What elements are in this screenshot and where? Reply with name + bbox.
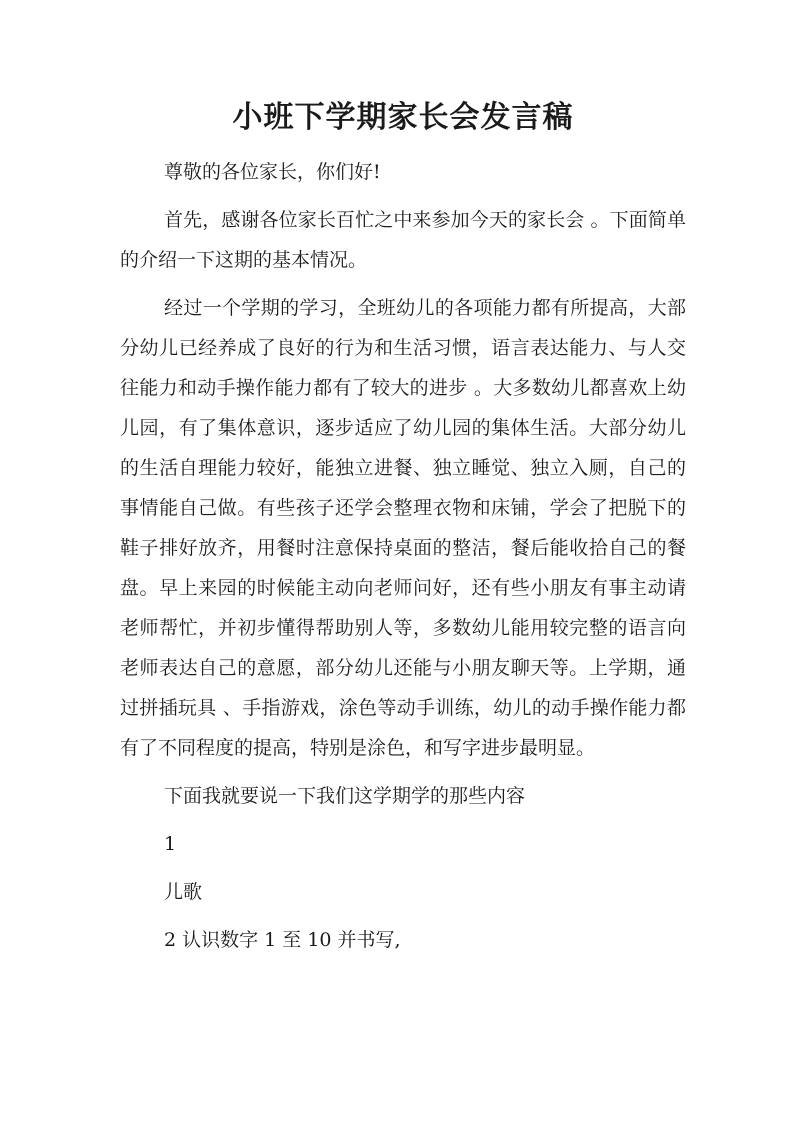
document-title: 小班下学期家长会发言稿	[232, 100, 574, 135]
paragraph-summary: 经过一个学期的学习，全班幼儿的各项能力都有所提高，大部分幼儿已经养成了良好的行为和生活习惯，语言表达能力、与人交往能力和动手操作能力都有了较大的进步 。大多数幼儿都喜欢上幼儿园，有了集体意识，逐步适应了幼儿园的集体生活。大部分幼儿的生活自理能力较好，能独立进餐、独立睡觉、独立入厕，自己的事情能自己做。有些孩子还学会整理衣物和床铺，学会了把脱下的鞋子排好放齐，用餐时注意保持桌面的整洁，餐后能收拾自己的餐盘。早上来园的时候能主动向老师问好，还有些小朋友有事主动请老师帮忙，并初步懂得帮助别人等，多数幼儿能用较完整的语言向老师表达自己的意愿，部分幼儿还能与小朋友聊天等。上学期，通过拼插玩具 、手指游戏，涂色等动手训练，幼儿的动手操作能力都有了不同程度的提高，特别是涂色，和写字进步最明显。	[120, 297, 686, 759]
content-intro: 下面我就要说一下我们这学期学的那些内容	[164, 785, 526, 807]
list-item-label: 儿歌	[164, 881, 203, 903]
paragraph-intro: 首先，感谢各位家长百忙之中来参加今天的家长会 。下面简单的介绍一下这期的基本情况。	[120, 209, 686, 271]
list-item-number: 1	[164, 833, 177, 855]
greeting: 尊敬的各位家长，你们好!	[164, 161, 381, 183]
list-item-2: 2 认识数字 1 至 10 并书写,	[164, 929, 401, 951]
document-page	[120, 96, 686, 968]
